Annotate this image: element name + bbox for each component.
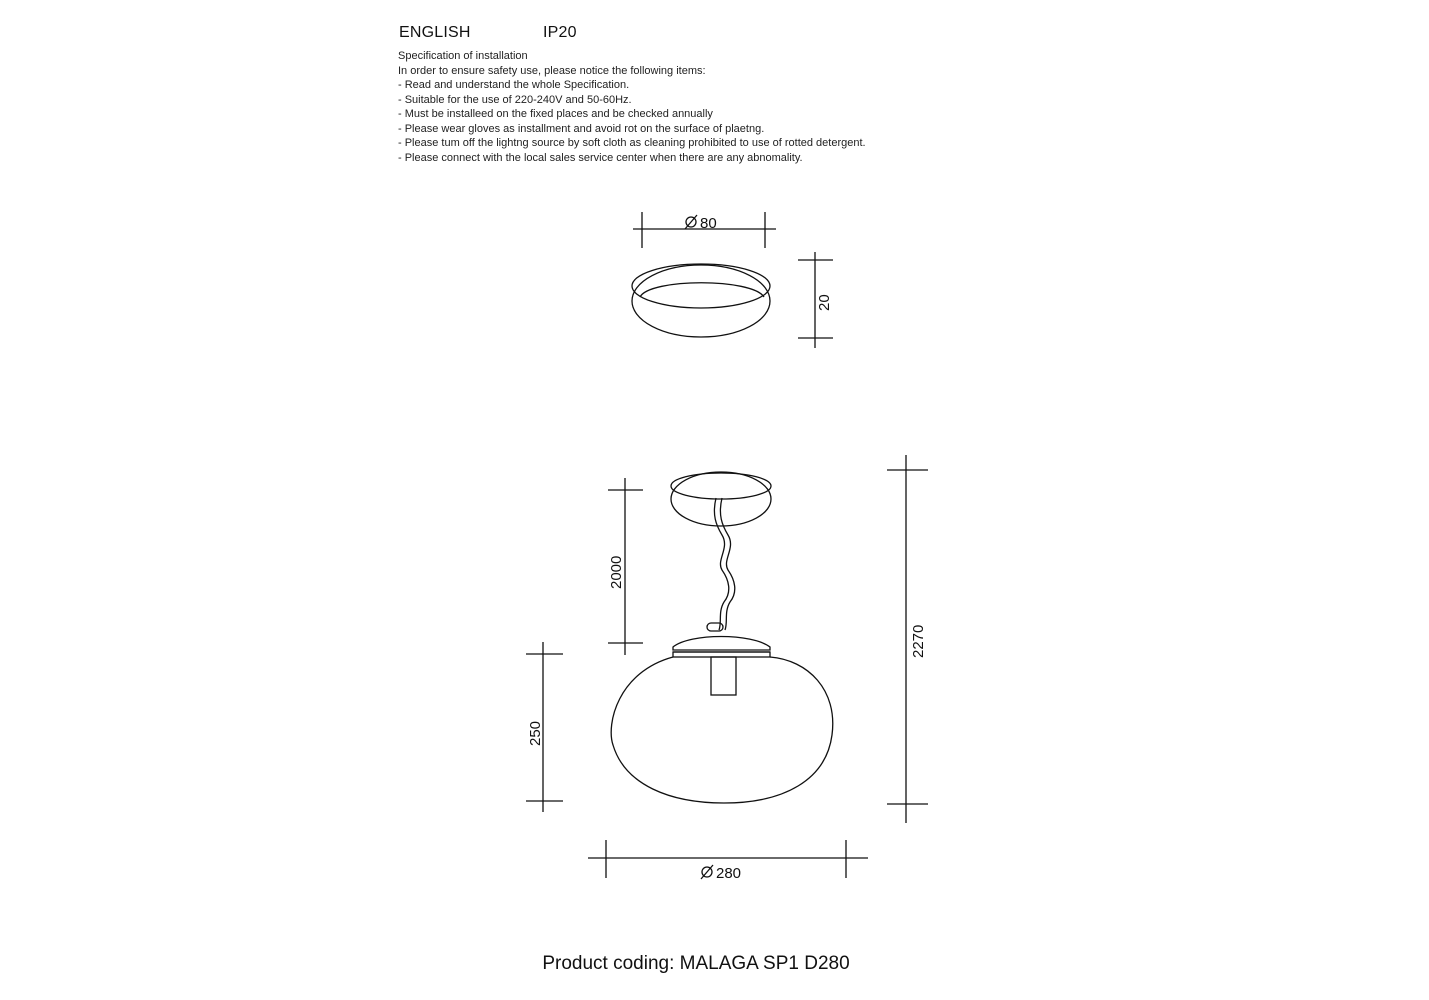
product-coding-text: Product coding: MALAGA SP1 D280 — [542, 953, 850, 974]
shade-diameter-dimension — [588, 840, 868, 882]
canopy-detail — [632, 264, 770, 337]
holder-cap — [673, 637, 770, 651]
spec-item: - Please wear gloves as installment and avoid rot on the surface of plaetng. — [398, 122, 765, 135]
cable-length-dimension — [608, 478, 643, 655]
spec-item: - Must be installeed on the fixed places and be checked annually — [398, 108, 713, 120]
shade-height-dimension — [526, 642, 563, 812]
canopy-diameter-dimension — [633, 212, 776, 248]
spec-item: - Please connect with the local sales service center when there are any abnomality. — [398, 151, 803, 164]
glass-globe — [611, 657, 833, 803]
canopy-outline — [632, 265, 770, 337]
spec-title: Specification of installation — [398, 50, 528, 62]
cable-outline — [720, 498, 734, 630]
total-height-dimension — [887, 455, 928, 823]
cable-length-label: 2000 — [608, 555, 625, 589]
pendant-lamp — [611, 472, 833, 803]
total-height-label: 2270 — [910, 624, 927, 658]
shade-diameter-label: 280 — [716, 865, 742, 882]
spec-item: - Read and understand the whole Specification. — [398, 79, 630, 91]
canopy-top-edge — [632, 264, 770, 308]
ip-rating: IP20 — [543, 24, 577, 41]
canopy-diameter-label: 80 — [700, 215, 717, 232]
spec-item: - Please tum off the lightng source by soft cloth as cleaning prohibited to use of rotted detergent. — [398, 137, 866, 149]
shade-height-label: 250 — [527, 720, 544, 746]
holder-ring — [673, 652, 770, 657]
lamp-socket — [711, 657, 736, 695]
canopy-rim — [640, 283, 764, 297]
ceiling-canopy-edge — [671, 473, 771, 499]
product-coding — [0, 953, 1429, 975]
canopy-height-dimension — [798, 252, 833, 348]
diameter-icon — [685, 215, 697, 229]
language-label: ENGLISH — [399, 24, 471, 41]
spec-intro: In order to ensure safety use, please notice the following items: — [398, 64, 706, 77]
spec-item: - Suitable for the use of 220-240V and 50-60Hz. — [398, 93, 632, 106]
diameter-icon — [701, 865, 713, 879]
canopy-height-label: 20 — [816, 294, 833, 311]
